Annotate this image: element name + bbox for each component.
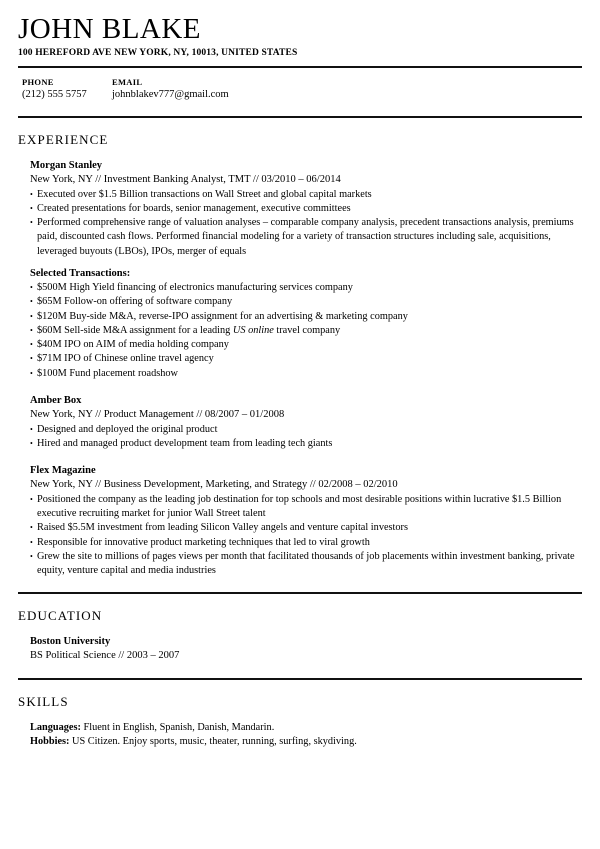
skill-line: [30, 721, 582, 736]
section-title-skills: SKILLS: [18, 693, 69, 709]
job-bullet: • Raised $5.5M investment from leading Silicon Valley angels and venture capital investors: [30, 521, 582, 535]
section-experience: [0, 132, 600, 578]
skill-label: Languages:: [30, 721, 81, 733]
email-label: EMAIL: [112, 77, 143, 87]
section-title-experience: EXPERIENCE: [18, 132, 109, 147]
transaction-item: • $500M High Yield financing of electronics manufacturing services company: [30, 281, 582, 295]
job-company: Flex Magazine: [30, 465, 96, 477]
transaction-item: • $40M IPO on AIM of media holding company: [30, 338, 582, 352]
job-bullet-list: [30, 423, 582, 452]
job-bullet: • Positioned the company as the leading job destination for top schools and most desirable positions within lucrative $1.5 Billion executive recruiting market for junior Wall Street talent: [30, 493, 582, 522]
job-company: Morgan Stanley: [30, 160, 103, 171]
section-education: [0, 608, 600, 664]
skill-label: Hobbies:: [30, 736, 70, 748]
section-skills: [0, 694, 600, 750]
transaction-item: • $120M Buy-side M&A, reverse-IPO assignment for an advertising & marketing company: [30, 310, 582, 324]
job-bullet: • Hired and managed product development team from leading tech giants: [30, 437, 582, 451]
education-degree: BS Political Science // 2003 – 2007: [30, 650, 180, 662]
experience-entry: [30, 394, 582, 451]
contact-spacer: [0, 102, 600, 116]
job-meta: New York, NY // Investment Banking Analyst, TMT // 03/2010 – 06/2014: [30, 174, 341, 185]
page-title: JOHN BLAKE: [18, 13, 202, 45]
experience-entry: [30, 464, 582, 578]
skills-body: [18, 710, 582, 750]
phone-value: (212) 555 5757: [22, 89, 87, 100]
transaction-item: • $71M IPO of Chinese online travel agency: [30, 352, 582, 366]
transaction-item: • $100M Fund placement roadshow: [30, 367, 582, 381]
education-school: Boston University: [30, 636, 111, 648]
job-bullet-list: [30, 188, 582, 259]
education-body: [18, 624, 582, 664]
divider-header-bottom: [18, 116, 582, 118]
contact-phone: [22, 76, 112, 102]
spacer-education-bottom: [0, 664, 600, 678]
job-bullet: • Grew the site to millions of pages views per month that facilitated thousands of job placements within investment banking, private equity, venture capital and media industries: [30, 550, 582, 579]
spacer-experience-bottom: [0, 578, 600, 592]
job-bullet: • Performed comprehensive range of valuation analyses – comparable company analysis, precedent transactions analysis, premiums paid, discounted cash flows. Performed financial modeling for a variety of transaction structures including sale, acquisitions, leveraged buyouts (LBOs), IPOs, merger of equals: [30, 216, 582, 259]
contact-email: [112, 76, 229, 102]
job-meta: New York, NY // Product Management // 08/2007 – 01/2008: [30, 409, 285, 421]
divider-experience-bottom: [18, 592, 582, 594]
job-company: Amber Box: [30, 395, 82, 407]
education-entry: [30, 635, 582, 664]
skill-value: Fluent in English, Spanish, Danish, Mandarin.: [80, 721, 275, 733]
job-meta: New York, NY // Business Development, Marketing, and Strategy // 02/2008 – 02/2010: [30, 479, 398, 491]
job-bullet: • Created presentations for boards, senior management, executive committees: [30, 202, 582, 216]
divider-education-bottom: [18, 678, 582, 680]
email-value: johnblakev777@gmail.com: [112, 89, 229, 100]
section-title-education: EDUCATION: [18, 608, 103, 624]
skill-value: US Citizen. Enjoy sports, music, theater, running, surfing, skydiving.: [69, 736, 357, 748]
job-bullet: • Executed over $1.5 Billion transactions on Wall Street and global capital markets: [30, 188, 582, 202]
phone-label: PHONE: [22, 77, 54, 87]
address-line: 100 HEREFORD AVE NEW YORK, NY, 10013, UNITED STATES: [18, 48, 298, 58]
job-bullet: • Designed and deployed the original product: [30, 423, 582, 437]
experience-entry: [30, 159, 582, 381]
experience-body: [18, 148, 582, 578]
transaction-list: [30, 281, 582, 381]
job-bullet: • Responsible for innovative product marketing techniques that led to viral growth: [30, 536, 582, 550]
job-subheading: Selected Transactions:: [30, 267, 131, 279]
job-bullet-list: [30, 493, 582, 579]
transaction-item: • $65M Follow-on offering of software company: [30, 295, 582, 309]
transaction-item: • $60M Sell-side M&A assignment for a leading US online travel company: [30, 324, 582, 338]
contact-block: [0, 68, 600, 102]
skill-line: [30, 735, 582, 750]
emphasis-text: US online: [232, 324, 274, 336]
resume-header: [0, 0, 600, 59]
